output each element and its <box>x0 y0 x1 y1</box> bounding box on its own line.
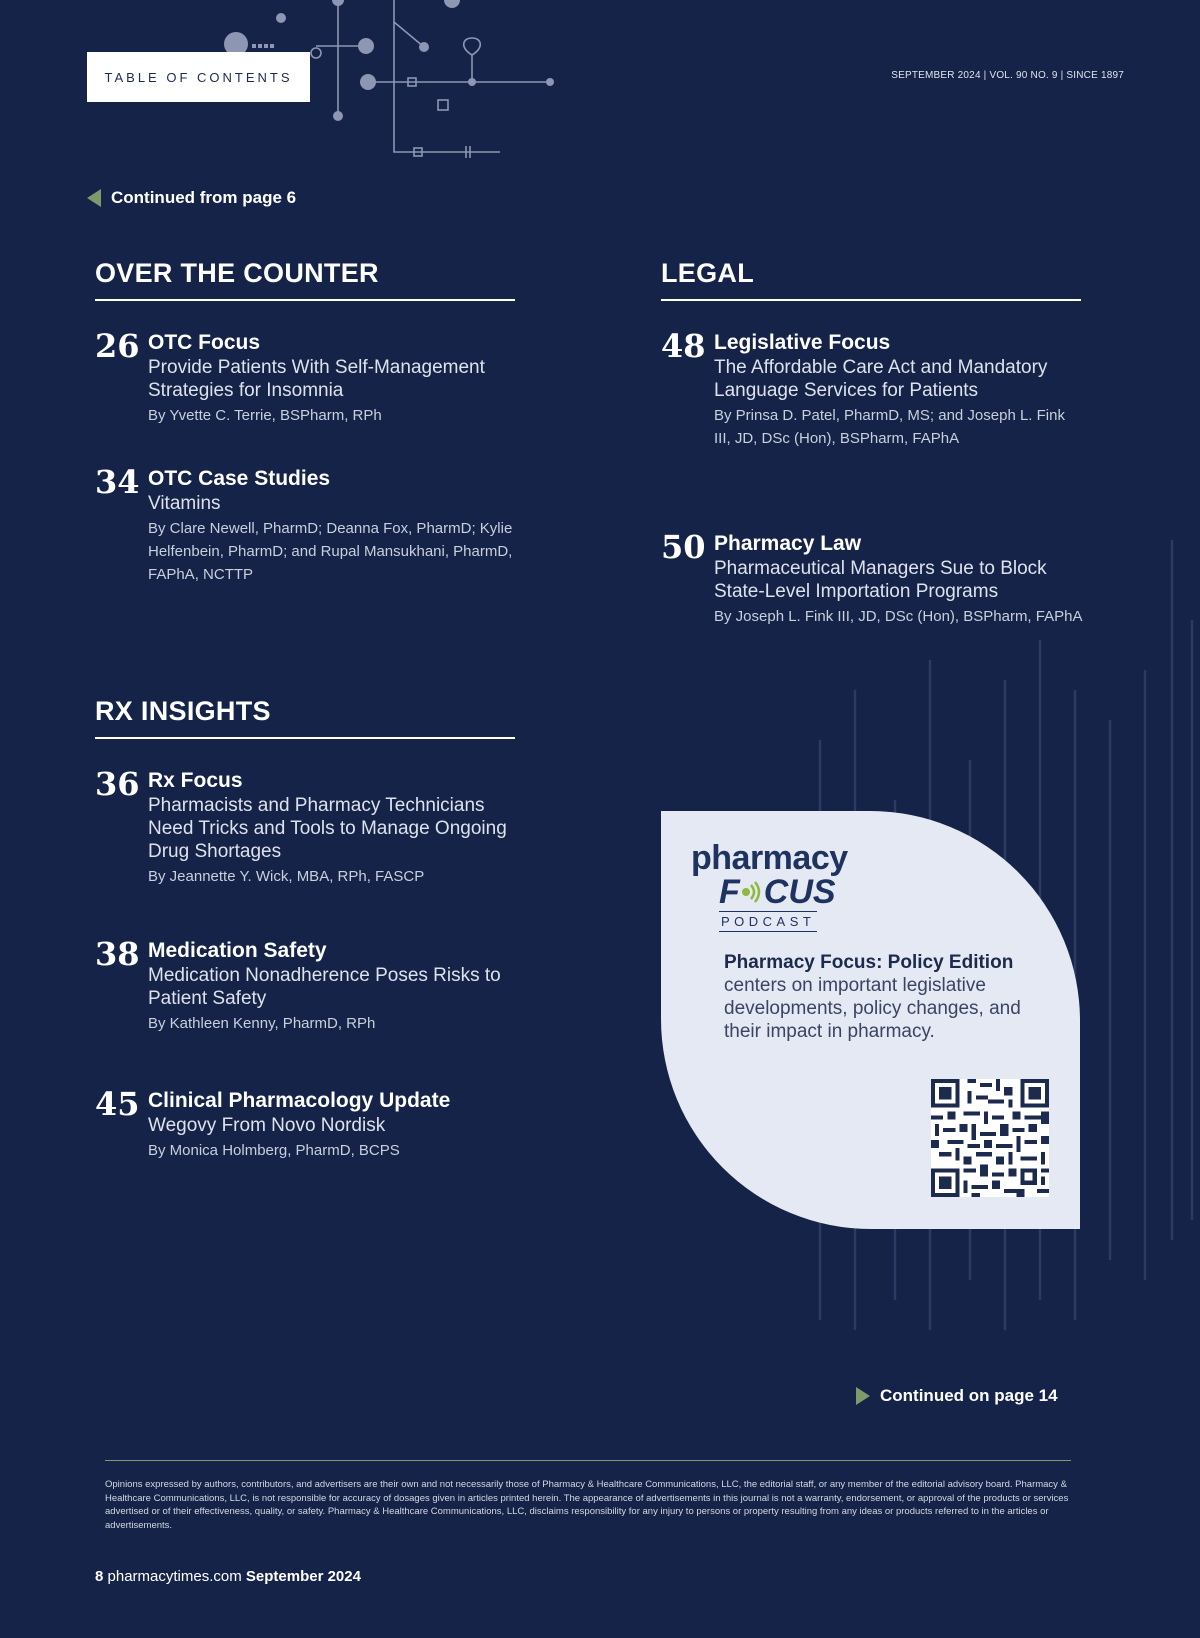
page-number: 38 <box>95 935 140 973</box>
section-title: RX INSIGHTS <box>95 696 515 739</box>
podcast-body: centers on important legislative developments, policy changes, and their impact in pharmacy. <box>724 975 1021 1042</box>
entry-byline: By Jeannette Y. Wick, MBA, RPh, FASCP <box>148 868 425 885</box>
entry-byline: By Kathleen Kenny, PharmD, RPh <box>148 1015 376 1032</box>
entry-category: OTC Focus <box>148 331 261 354</box>
entry-title: Medication Nonadherence Poses Risks to Patient Safety <box>148 965 501 1009</box>
divider <box>105 1460 1071 1461</box>
entry-title: Vitamins <box>148 493 221 514</box>
sound-wave-icon <box>741 880 763 904</box>
entry-category: OTC Case Studies <box>148 467 331 490</box>
podcast-description <box>724 951 1034 1043</box>
entry-title: Wegovy From Novo Nordisk <box>148 1115 386 1136</box>
podcast-promo-card[interactable] <box>661 811 1080 1229</box>
pharmacy-focus-podcast-logo: pharmacy F CUS PODCAST <box>691 841 848 932</box>
page-number: 34 <box>95 463 140 501</box>
footer-date: September 2024 <box>245 1568 361 1585</box>
footer-site[interactable]: pharmacytimes.com <box>107 1568 242 1585</box>
podcast-title: Pharmacy Focus: Policy Edition <box>724 952 1014 973</box>
footer-page-number: 8 <box>95 1568 104 1585</box>
entry-title: Pharmaceutical Managers Sue to Block State-Level Importation Programs <box>714 558 1047 602</box>
entry-category: Legislative Focus <box>714 331 891 354</box>
continued-from-label: Continued from page 6 <box>111 188 297 207</box>
page-number: 45 <box>95 1085 140 1123</box>
continued-on-label: Continued on page 14 <box>880 1386 1058 1405</box>
page-number: 48 <box>661 327 706 365</box>
section-title: OVER THE COUNTER <box>95 258 515 301</box>
entry-byline: By Monica Holmberg, PharmD, BCPS <box>148 1142 400 1159</box>
entry-category: Medication Safety <box>148 939 327 962</box>
continued-on-link[interactable] <box>856 1386 1058 1406</box>
page-number: 36 <box>95 765 140 803</box>
entry-category: Clinical Pharmacology Update <box>148 1089 451 1112</box>
page-footer <box>95 1568 361 1585</box>
entry-category: Pharmacy Law <box>714 532 862 555</box>
entry-byline: By Prinsa D. Patel, PharmD, MS; and Joseph L. Fink III, JD, DSc (Hon), BSPharm, FAPhA <box>714 407 1065 447</box>
entry-byline: By Clare Newell, PharmD; Deanna Fox, PharmD; Kylie Helfenbein, PharmD; and Rupal Mansukhani, PharmD, FAPhA, NCTTP <box>148 520 513 583</box>
arrow-right-icon <box>856 1387 870 1405</box>
arrow-left-icon <box>87 189 101 207</box>
section-legal <box>661 258 1081 658</box>
entry-byline: By Joseph L. Fink III, JD, DSc (Hon), BSPharm, FAPhA <box>714 608 1083 625</box>
entry-byline: By Yvette C. Terrie, BSPharm, RPh <box>148 407 382 424</box>
qr-code-icon[interactable] <box>931 1079 1049 1197</box>
issue-info: SEPTEMBER 2024 | VOL. 90 NO. 9 | SINCE 1897 <box>891 70 1124 81</box>
continued-from-link[interactable] <box>87 188 296 208</box>
table-of-contents-tab: TABLE OF CONTENTS <box>87 52 310 102</box>
section-title: LEGAL <box>661 258 1081 301</box>
section-over-the-counter <box>95 258 515 598</box>
disclaimer-text: Opinions expressed by authors, contributors, and advertisers are their own and not necessarily those of Pharmacy & Healthcare Communications, LLC, the editorial staff, or any member of the editorial advisory board. Pharmacy & Healthcare Communications, LLC, is not responsible for accuracy of dosages given in articles printed herein. The appearance of advertisements in this journal is not a warranty, endorsement, or approval of the products or services advertised or of their effectiveness, quality, or safety. Pharmacy & Healthcare Communications, LLC, disclaims responsibility for any injury to persons or property resulting from any ideas or products referred to in the articles or advertisements. <box>105 1479 1069 1531</box>
entry-category: Rx Focus <box>148 769 243 792</box>
entry-title: Provide Patients With Self-Management Strategies for Insomnia <box>148 357 485 401</box>
section-rx-insights <box>95 696 515 1176</box>
page-number: 50 <box>661 528 706 566</box>
entry-title: The Affordable Care Act and Mandatory Language Services for Patients <box>714 357 1048 401</box>
page-number: 26 <box>95 327 140 365</box>
entry-title: Pharmacists and Pharmacy Technicians Need Tricks and Tools to Manage Ongoing Drug Shortages <box>148 795 507 862</box>
